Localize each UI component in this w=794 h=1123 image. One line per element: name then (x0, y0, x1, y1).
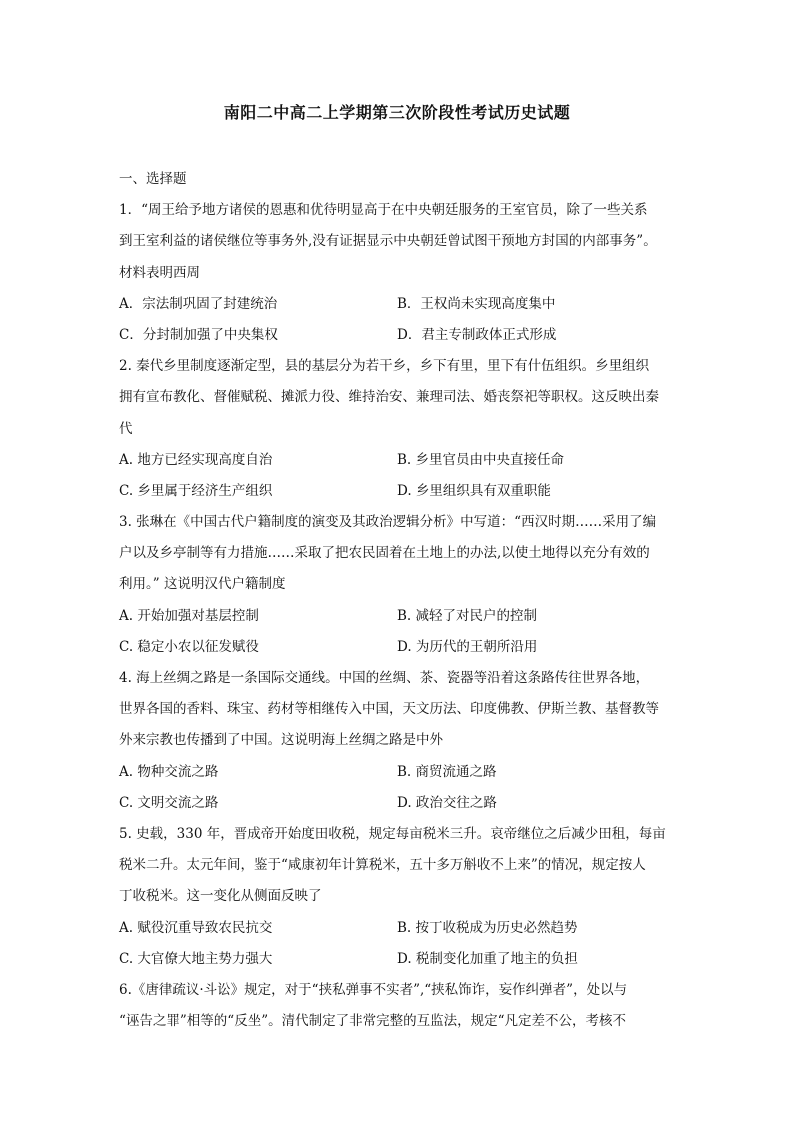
question-3-line-2: 户以及乡亭制等有力措施……采取了把农民固着在土地上的办法,以使土地得以充分有效的 (119, 545, 650, 562)
question-4-option-d: D. 政治交往之路 (397, 794, 497, 811)
question-5-line-3: 丁收税米。这一变化从侧面反映了 (119, 888, 322, 905)
question-3-option-d: D. 为历代的王朝所沿用 (397, 638, 538, 655)
question-6-line-2: “诬告之罪”相等的“反坐”。清代制定了非常完整的互监法，规定“凡定差不公，考核不 (119, 1013, 627, 1030)
question-1-option-d: D．君主专制政体正式形成 (397, 326, 557, 343)
question-4-option-a: A. 物种交流之路 (119, 763, 219, 780)
question-4-line-2: 世界各国的香料、珠宝、药材等相继传入中国，天文历法、印度佛教、伊斯兰教、基督教等 (119, 701, 659, 718)
question-4-line-3: 外来宗教也传播到了中国。这说明海上丝绸之路是中外 (119, 732, 443, 749)
question-3-option-c: C. 稳定小农以征发赋役 (119, 638, 259, 655)
question-1-option-c: C．分封制加强了中央集权 (119, 326, 278, 343)
question-2-option-b: B. 乡里官员由中央直接任命 (397, 451, 565, 468)
question-1-line-2: 到王室利益的诸侯继位等事务外,没有证据显示中央朝廷曾试图干预地方封国的内部事务”。 (119, 233, 657, 250)
question-1-options-row-2 (119, 320, 679, 351)
question-2-line-2: 拥有宣布教化、督催赋税、摊派力役、维持治安、兼理司法、婚丧祭祀等职权。这反映出秦 (119, 389, 659, 406)
question-2-line-3: 代 (119, 420, 133, 437)
question-4-option-b: B. 商贸流通之路 (397, 763, 497, 780)
question-5-option-a: A. 赋役沉重导致农民抗交 (119, 919, 273, 936)
question-3-line-3: 利用。” 这说明汉代户籍制度 (119, 576, 286, 593)
question-6-line-1: 6.《唐律疏议·斗讼》规定，对于“挟私弹事不实者”,“挟私饰诈，妄作纠弹者”，处以与 (119, 981, 628, 998)
question-3-options-row-1 (119, 601, 679, 632)
page-title: 南阳二中高二上学期第三次阶段性考试历史试题 (223, 103, 571, 122)
question-5-option-b: B. 按丁收税成为历史必然趋势 (397, 919, 578, 936)
question-1-options-row-1 (119, 289, 679, 320)
question-2-option-d: D. 乡里组织具有双重职能 (397, 482, 551, 499)
question-4-options-row-1 (119, 757, 679, 788)
question-1-option-b: B．王权尚未实现高度集中 (397, 295, 556, 312)
question-2-line-1: 2. 秦代乡里制度逐渐定型，县的基层分为若干乡，乡下有里，里下有什伍组织。乡里组织 (119, 358, 650, 375)
question-5-line-2: 税米二升。太元年间，鉴于“咸康初年计算税米，五十多万斛收不上来”的情况，规定按人 (119, 857, 646, 874)
question-2-option-c: C. 乡里属于经济生产组织 (119, 482, 273, 499)
question-5-options-row-1 (119, 913, 679, 944)
question-list (119, 164, 679, 1037)
question-3-line-1: 3. 张琳在《中国古代户籍制度的演变及其政治逻辑分析》中写道：“西汉时期……采用了编 (119, 514, 657, 531)
question-5-line-1: 5. 史载，330 年，晋成帝开始度田收税，规定每亩税米三升。哀帝继位之后减少田租，每亩 (119, 825, 666, 842)
question-2-options-row-1 (119, 445, 679, 476)
question-4-option-c: C. 文明交流之路 (119, 794, 219, 811)
section-heading: 一、选择题 (119, 171, 187, 187)
question-2-option-a: A. 地方已经实现高度自治 (119, 451, 273, 468)
question-1-line-3: 材料表明西周 (119, 264, 200, 281)
question-1-option-a: A．宗法制巩固了封建统治 (119, 295, 278, 312)
question-5-option-d: D. 税制变化加重了地主的负担 (397, 950, 578, 967)
question-5-option-c: C. 大官僚大地主势力强大 (119, 950, 273, 967)
question-3-option-a: A. 开始加强对基层控制 (119, 607, 259, 624)
question-5-options-row-2 (119, 944, 679, 975)
question-4-options-row-2 (119, 788, 679, 819)
question-4-line-1: 4. 海上丝绸之路是一条国际交通线。中国的丝绸、茶、瓷器等沿着这条路传往世界各地， (119, 670, 650, 686)
question-1-line-1: 1．“周王给予地方诸侯的恩惠和优待明显高于在中央朝廷服务的王室官员，除了一些关系 (119, 202, 648, 219)
question-3-options-row-2 (119, 632, 679, 663)
question-2-options-row-2 (119, 476, 679, 507)
question-3-option-b: B. 减轻了对民户的控制 (397, 607, 538, 624)
